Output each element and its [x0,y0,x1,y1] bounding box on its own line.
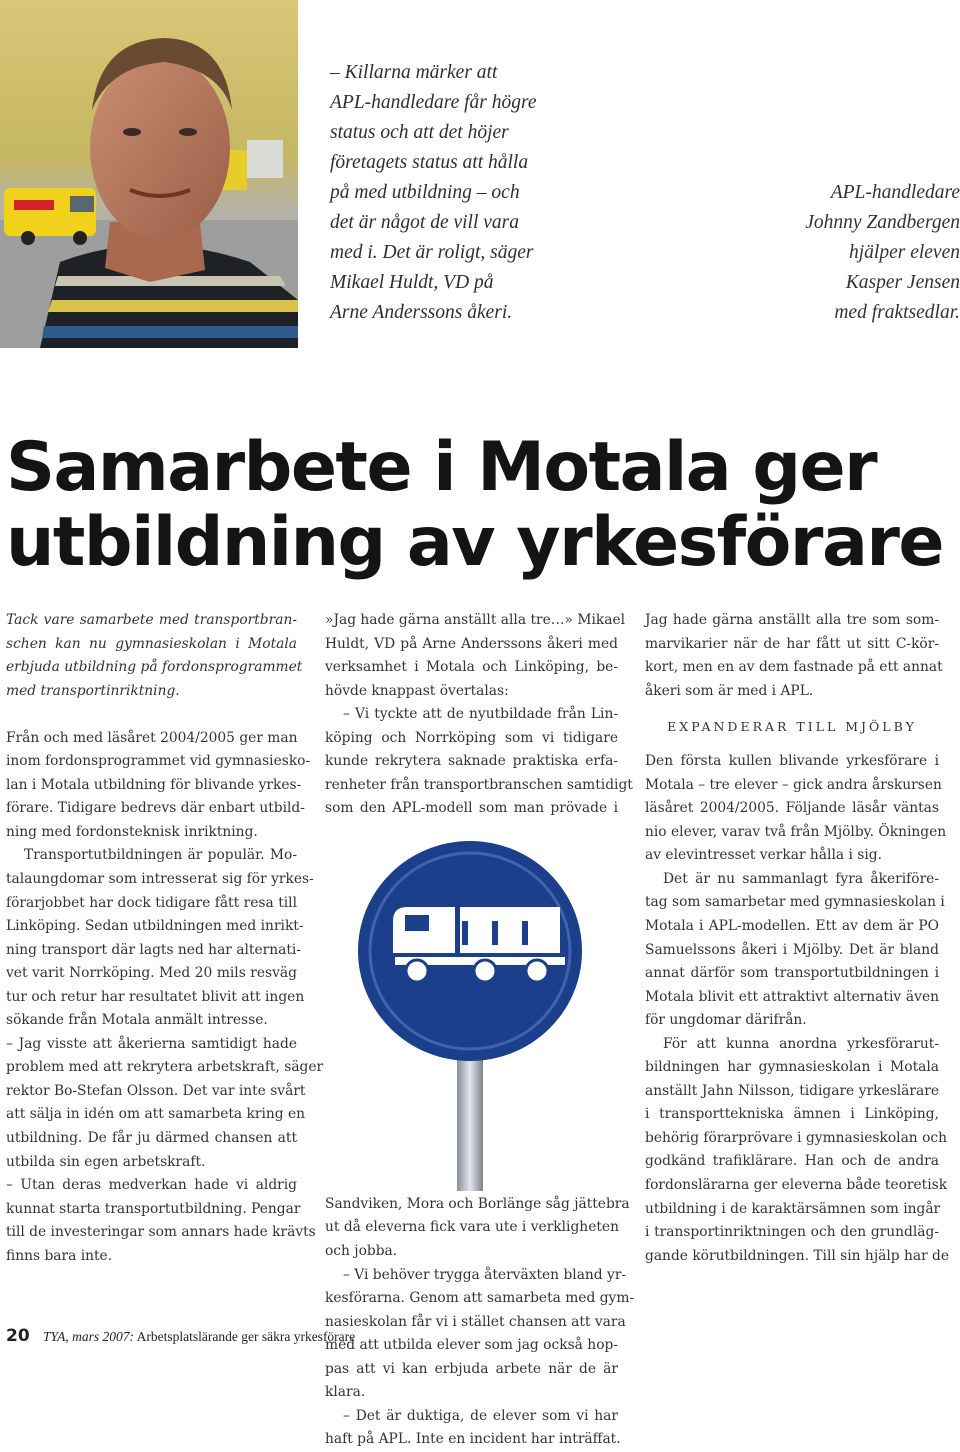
body-line: med att utbilda elever som jag också hop- [325,1337,618,1354]
caption-line: hjälper eleven [849,242,960,263]
body-line: vet varit Norrköping. Med 20 mils resväg [6,965,297,982]
body-line: »Jag hade gärna anställt alla tre…» Mikael [325,612,626,628]
body-line: inom fordonsprogrammet vid gymnasiesko- [6,753,311,770]
caption-line: Johnny Zandbergen [805,212,960,233]
column-1 [6,609,324,1268]
caption-line: med fraktsedlar. [834,302,960,323]
body-line: ning transport där lagts ned har alternati- [6,941,301,958]
body-line: kesförarna. Genom att samarbeta med gym- [325,1290,635,1307]
body-line: Sandviken, Mora och Borlänge såg jättebra [325,1195,630,1212]
body-line: Motala – tre elever – gick andra årskursen [645,776,942,793]
body-line: – Vi tyckte att de nyutbildade från Lin- [343,706,618,723]
body-line: nasieskolan får vi i stället chansen att vara [325,1313,626,1330]
quote-line: företagets status att hålla [330,152,529,173]
body-line: i transportinriktningen och den grundläg- [645,1224,939,1241]
body-line: för ungdomar därifrån. [645,1012,807,1029]
ingress-line: Tack vare samarbete med transportbran- [6,612,297,628]
article-section: Arbetsplatslärande ger säkra yrkesförare [136,1329,356,1344]
column-3 [645,609,950,1268]
body-line: och jobba. [325,1243,398,1260]
photo-caption [660,178,960,328]
body-line: – Det är duktiga, de elever som vi har [343,1407,618,1424]
ingress-line: erbjuda utbildning på fordonsprogrammet [6,659,303,676]
body-line: renheter från transportbranschen samtidigt [325,776,633,793]
body-line: som den APL-modell som man prövade i [325,800,618,817]
body-line: För att kunna anordna yrkesförarut- [663,1035,939,1052]
body-line: klara. [325,1384,366,1401]
body-line: kunde rekrytera saknade praktiska erfa- [325,753,618,770]
headline-line: Samarbete i Motala ger [6,428,877,507]
body-line: marvikarier när de har fått ut sitt C-kör- [645,635,939,652]
quote-line: – Killarna märker att [330,62,498,83]
body-line: förare. Tidigare bedrevs där enbart utbild- [6,800,305,817]
body-line: Det är nu sammanlagt fyra åkeriföre- [663,870,939,887]
body-line: godkänd trafiklärare. Han och de andra [645,1153,939,1170]
ingress-line: med transportinriktning. [6,682,180,699]
body-line: nio elever, varav två från Mjölby. Ökningen [645,823,947,840]
truck-sign-illustration [325,821,618,1193]
body-line: Motala blivit ett attraktivt alternativ även [645,988,939,1005]
ingress-line: schen kan nu gymnasieskolan i Motala [6,635,297,652]
body-text [6,727,324,1269]
body-line: anställt Jahn Nilsson, tidigare yrkeslärare [645,1082,939,1099]
body-line: hövde knappast övertalas: [325,682,509,699]
body-line: tag som samarbetar med gymnasieskolan i [645,894,945,911]
body-line: lan i Motala utbildning för blivande yrkes- [6,776,302,793]
article-headline [6,430,956,580]
quote-line: på med utbildning – och [330,182,520,203]
section-subhead: EXPANDERAR TILL MJÖLBY [667,719,917,735]
body-line: sökande från Motala anmält intresse. [6,1012,268,1029]
caption-line: Kasper Jensen [845,272,960,293]
body-line: utbilda sin egen arbetskraft. [6,1153,206,1170]
caption-line: APL-handledare [830,182,960,203]
body-line: åkeri som är med i APL. [645,682,814,699]
body-line: ut då eleverna fick vara ute i verkligheten [325,1219,619,1236]
quote-line: Mikael Huldt, VD på [330,272,494,293]
portrait-illustration [0,0,298,348]
body-line: Från och med läsåret 2004/2005 ger man [6,729,298,746]
road-sign-image [325,821,618,1193]
spacer [6,703,297,727]
magazine-issue: TYA, mars 2007: [43,1329,134,1344]
body-line: problem med att rekrytera arbetskraft, säger [6,1059,324,1076]
body-line: – Jag visste att åkerierna samtidigt hade [6,1035,297,1052]
body-line: kort, men en av dem fastnade på ett annat [645,659,943,676]
body-line: rektor Bo-Stefan Olsson. Det var inte svårt [6,1082,306,1099]
body-line: – Vi behöver trygga återväxten bland yr- [343,1266,627,1283]
quote-line: det är något de vill vara [330,212,520,233]
body-line: att sälja in idén om att samarbeta kring en [6,1106,306,1123]
body-line: verksamhet i Motala och Linköping, be- [325,659,618,676]
body-line: köping och Norrköping som vi tidigare [325,729,618,746]
body-line: läsåret 2004/2005. Följande läsår väntas [645,800,939,817]
body-line: bildningen har gymnasieskolan i Motala [645,1059,939,1076]
body-line: – Utan deras medverkan hade vi aldrig [6,1177,297,1194]
headline-line: utbildning av yrkesförare [6,503,943,582]
body-line: behörig förarprövare i gymnasieskolan och [645,1129,947,1146]
pull-quote [330,58,545,328]
quote-line: med i. Det är roligt, säger [330,242,534,263]
body-line: pas att vi kan erbjuda arbete när de är [325,1360,618,1377]
quote-line: APL-handledare får högre [330,92,537,113]
page-footer [6,1326,606,1346]
body-line: i transporttekniska ämnen i Linköping, [645,1106,939,1123]
page-number: 20 [6,1326,30,1346]
body-line: Motala i APL-modellen. Ett av dem är PO [645,918,939,935]
body-line: Transportutbildningen är populär. Mo- [24,847,297,864]
body-line: fordonslärarna ger eleverna både teoretisk [645,1177,948,1194]
body-line: till de investeringar som annars hade krävts [6,1224,316,1241]
body-line: Huldt, VD på Arne Anderssons åkeri med [325,635,618,652]
body-line: talaungdomar som intresserat sig för yrkes- [6,871,314,888]
ingress [6,609,303,703]
body-line: ning med fordonsteknisk inriktning. [6,823,258,840]
photo-mikael-huldt [0,0,298,348]
body-line: förarjobbet har dock tidigare fått resa till [6,894,297,911]
body-line: Samuelssons åkeri i Mjölby. Det är bland [645,941,939,958]
body-line: av elevintresset verkar hålla i sig. [645,847,882,864]
body-line: utbildning i de karaktärsämnen som ingår [645,1200,941,1217]
body-line: Den första kullen blivande yrkesförare i [645,753,939,770]
quote-line: status och att det höjer [330,122,509,143]
body-line: Jag hade gärna anställt alla tre som som- [645,612,939,628]
body-line: tur och retur har resultatet blivit att ingen [6,988,305,1005]
body-line: haft på APL. Inte en incident har inträffat. [325,1431,621,1448]
body-line: annat därför som transportutbildningen i [645,965,939,982]
body-line: gande körutbildningen. Till sin hjälp har de [645,1247,950,1264]
body-line: Linköping. Sedan utbildningen med inrikt- [6,918,304,935]
body-line: kunnat starta transportutbildning. Pengar [6,1200,301,1217]
body-line: finns bara inte. [6,1247,113,1264]
body-line: utbildning. De får ju därmed chansen att [6,1130,297,1147]
quote-line: Arne Anderssons åkeri. [330,302,513,323]
